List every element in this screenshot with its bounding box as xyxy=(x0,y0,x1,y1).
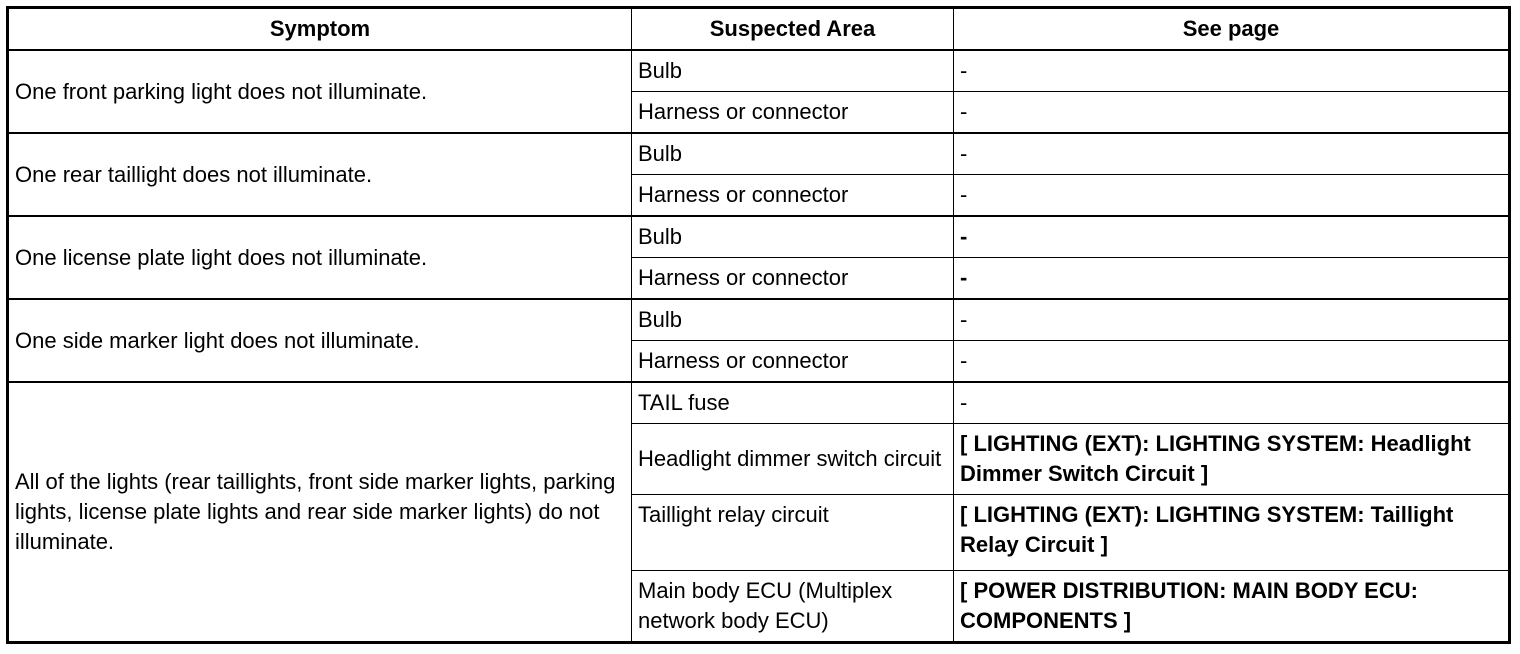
suspected-area-cell: Taillight relay circuit xyxy=(632,495,954,571)
suspected-area-cell: Harness or connector xyxy=(632,175,954,217)
symptom-table xyxy=(6,6,1511,644)
suspected-area-cell: Bulb xyxy=(632,50,954,92)
suspected-area-cell: Harness or connector xyxy=(632,92,954,134)
header-row xyxy=(8,8,1510,51)
see-page-cell: - xyxy=(954,216,1510,258)
table-row xyxy=(8,299,1510,341)
see-page-cell: [ LIGHTING (EXT): LIGHTING SYSTEM: Taillight Relay Circuit ] xyxy=(954,495,1510,571)
suspected-area-cell: TAIL fuse xyxy=(632,382,954,424)
see-page-cell: - xyxy=(954,175,1510,217)
suspected-area-cell: Main body ECU (Multiplex network body ECU) xyxy=(632,571,954,643)
symptom-cell: One rear taillight does not illuminate. xyxy=(8,133,632,216)
suspected-area-cell: Harness or connector xyxy=(632,258,954,300)
header-symptom: Symptom xyxy=(8,8,632,51)
see-page-cell: - xyxy=(954,382,1510,424)
suspected-area-cell: Harness or connector xyxy=(632,341,954,383)
table-row xyxy=(8,216,1510,258)
see-page-cell: - xyxy=(954,258,1510,300)
see-page-cell: - xyxy=(954,133,1510,175)
suspected-area-cell: Bulb xyxy=(632,133,954,175)
table-row xyxy=(8,50,1510,92)
see-page-cell: - xyxy=(954,92,1510,134)
see-page-cell: - xyxy=(954,50,1510,92)
table-row xyxy=(8,133,1510,175)
header-suspected-area: Suspected Area xyxy=(632,8,954,51)
see-page-cell: - xyxy=(954,341,1510,383)
see-page-cell: [ LIGHTING (EXT): LIGHTING SYSTEM: Headlight Dimmer Switch Circuit ] xyxy=(954,424,1510,495)
symptom-cell: All of the lights (rear taillights, front side marker lights, parking lights, license plate lights and rear side marker lights) do not illuminate. xyxy=(8,382,632,643)
suspected-area-cell: Bulb xyxy=(632,299,954,341)
suspected-area-cell: Headlight dimmer switch circuit xyxy=(632,424,954,495)
see-page-cell: [ POWER DISTRIBUTION: MAIN BODY ECU: COMPONENTS ] xyxy=(954,571,1510,643)
symptom-cell: One front parking light does not illuminate. xyxy=(8,50,632,133)
symptom-cell: One side marker light does not illuminate. xyxy=(8,299,632,382)
see-page-cell: - xyxy=(954,299,1510,341)
suspected-area-cell: Bulb xyxy=(632,216,954,258)
header-see-page: See page xyxy=(954,8,1510,51)
table-row xyxy=(8,382,1510,424)
symptom-cell: One license plate light does not illuminate. xyxy=(8,216,632,299)
